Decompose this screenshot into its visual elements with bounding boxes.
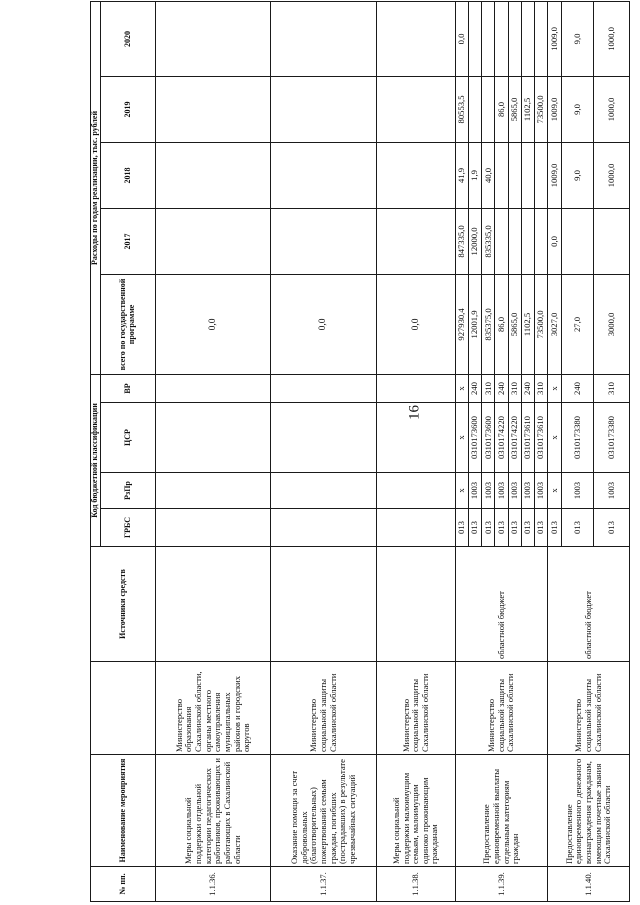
grbs-cell: 013 [482, 509, 495, 547]
table-row [548, 1, 561, 901]
y2020-cell: 0,0 [455, 1, 468, 76]
vr-cell: х [548, 374, 561, 402]
rzpr-cell: 1003 [495, 473, 508, 509]
y2017-cell [561, 208, 594, 274]
grbs-cell: 013 [521, 509, 534, 547]
header-total: всего по государственной программе [101, 274, 156, 374]
block-row-1-1-37 [271, 1, 377, 901]
y2017-cell: 847335,0 [455, 208, 468, 274]
grbs-cell: 013 [535, 509, 548, 547]
item-name: Предоставление единовременной выплаты отдельным категориям граждан [455, 755, 548, 867]
y2020-cell [535, 1, 548, 76]
total-cell: 1102,5 [521, 274, 534, 374]
total-cell: 27,0 [561, 274, 594, 374]
rzpr-cell: 1003 [482, 473, 495, 509]
y2018-cell: 9,0 [561, 142, 594, 208]
item-number: 1.1.39. [455, 867, 548, 902]
header-num: № пп. [91, 867, 156, 902]
header-expenses: Расходы по годам реализации, тыс. рублей [91, 1, 101, 374]
page-number: 16 [406, 405, 423, 420]
y2017-cell: 12000,0 [468, 208, 481, 274]
item-number: 1.1.40. [548, 867, 630, 902]
item-number: 1.1.37. [271, 867, 377, 902]
rzpr-cell: 1003 [508, 473, 521, 509]
csr-cell: х [455, 403, 468, 473]
csr-cell: 0310174220 [495, 403, 508, 473]
total-cell: 835375,0 [482, 274, 495, 374]
header-grbs: ГРБС [101, 509, 156, 547]
y2019-cell: 86,0 [495, 76, 508, 142]
y2019-cell: 5865,0 [508, 76, 521, 142]
header-2017: 2017 [101, 208, 156, 274]
rzpr-cell: 1003 [468, 473, 481, 509]
csr-cell: 0310173600 [482, 403, 495, 473]
header-2018: 2018 [101, 142, 156, 208]
item-executor: Министерство социальной защиты Сахалинской области [271, 662, 377, 755]
item-total: 0,0 [271, 274, 377, 374]
item-name: Меры социальной поддержки отдельной категории педагогических работников, проживающих и работающих в Сахалинской области [156, 755, 271, 867]
y2018-cell: 1009,0 [548, 142, 561, 208]
y2020-cell [508, 1, 521, 76]
item-number: 1.1.38. [377, 867, 455, 902]
grbs-cell: 013 [594, 509, 630, 547]
y2020-cell [495, 1, 508, 76]
item-name: Меры социальной поддержки малоимущим семьям, малоимущим одиноко проживающим гражданам [377, 755, 455, 867]
header-2019: 2019 [101, 76, 156, 142]
vr-cell: 240 [521, 374, 534, 402]
grbs-cell: 013 [468, 509, 481, 547]
y2017-cell: 835335,0 [482, 208, 495, 274]
csr-cell: 0310173610 [535, 403, 548, 473]
header-vr: ВР [101, 374, 156, 402]
item-executor: Министерство социальной защиты Сахалинской области [377, 662, 455, 755]
total-cell: 5865,0 [508, 274, 521, 374]
y2017-cell [521, 208, 534, 274]
vr-cell: 240 [495, 374, 508, 402]
header-csr: ЦСР [101, 403, 156, 473]
item-executor: Министерство образования Сахалинской области, органы местного самоуправления муниципальных районов и городских округов [156, 662, 271, 755]
item-total: 0,0 [156, 274, 271, 374]
expenses-table [90, 1, 630, 902]
item-total: 0,0 [377, 274, 455, 374]
vr-cell: 310 [594, 374, 630, 402]
y2018-cell: 1000,0 [594, 142, 630, 208]
rzpr-cell: х [548, 473, 561, 509]
y2020-cell: 1000,0 [594, 1, 630, 76]
total-cell: 3027,0 [548, 274, 561, 374]
y2019-cell: 73500,0 [535, 76, 548, 142]
y2018-cell [535, 142, 548, 208]
rzpr-cell: 1003 [594, 473, 630, 509]
y2020-cell [521, 1, 534, 76]
y2019-cell: 80553,5 [455, 76, 468, 142]
header-rzpr: РзПр [101, 473, 156, 509]
csr-cell: х [548, 403, 561, 473]
y2017-cell [495, 208, 508, 274]
item-executor: Министерство социальной защиты Сахалинской области [548, 662, 630, 755]
y2018-cell [508, 142, 521, 208]
csr-cell: 0310173380 [594, 403, 630, 473]
y2019-cell: 1009,0 [548, 76, 561, 142]
vr-cell: 240 [468, 374, 481, 402]
total-cell: 12001,9 [468, 274, 481, 374]
item-source: областной бюджет [548, 547, 630, 662]
grbs-cell: 013 [561, 509, 594, 547]
total-cell: 86,0 [495, 274, 508, 374]
header-executor [91, 662, 156, 755]
y2017-cell [594, 208, 630, 274]
y2019-cell: 9,0 [561, 76, 594, 142]
vr-cell: х [455, 374, 468, 402]
header-name: Наименование мероприятия [91, 755, 156, 867]
total-cell: 927930,4 [455, 274, 468, 374]
rzpr-cell: х [455, 473, 468, 509]
item-name: Оказание помощи за счет добровольных (благотворительных) пожертвований семьям граждан, погибших (пострадавших) в результате чрезвычайных ситуаций [271, 755, 377, 867]
total-cell: 3000,0 [594, 274, 630, 374]
header-source: Источники средств [91, 547, 156, 662]
csr-cell: 0310173600 [468, 403, 481, 473]
y2017-cell [508, 208, 521, 274]
grbs-cell: 013 [455, 509, 468, 547]
vr-cell: 240 [561, 374, 594, 402]
item-number: 1.1.36. [156, 867, 271, 902]
rotated-table-wrapper [90, 2, 630, 902]
y2019-cell: 1000,0 [594, 76, 630, 142]
header-row-1 [91, 1, 101, 901]
rzpr-cell: 1003 [561, 473, 594, 509]
y2018-cell [521, 142, 534, 208]
y2018-cell: 41,9 [455, 142, 468, 208]
vr-cell: 310 [482, 374, 495, 402]
y2017-cell: 0,0 [548, 208, 561, 274]
header-2020: 2020 [101, 1, 156, 76]
y2018-cell: 40,0 [482, 142, 495, 208]
block-row-1-1-36 [156, 1, 271, 901]
y2017-cell [535, 208, 548, 274]
vr-cell: 310 [508, 374, 521, 402]
block-row-1-1-38 [377, 1, 455, 901]
table-row [455, 1, 468, 901]
grbs-cell: 013 [508, 509, 521, 547]
grbs-cell: 013 [495, 509, 508, 547]
item-executor: Министерство социальной защиты Сахалинской области [455, 662, 548, 755]
item-source: областной бюджет [455, 547, 548, 662]
csr-cell: 0310173380 [561, 403, 594, 473]
vr-cell: 310 [535, 374, 548, 402]
csr-cell: 0310174220 [508, 403, 521, 473]
y2020-cell [482, 1, 495, 76]
y2018-cell: 1,9 [468, 142, 481, 208]
csr-cell: 0310173610 [521, 403, 534, 473]
y2019-cell [468, 76, 481, 142]
y2020-cell [468, 1, 481, 76]
item-name: Предоставление единовременного денежного вознаграждения гражданам, имеющим почетные звания Сахалинской области [548, 755, 630, 867]
total-cell: 73500,0 [535, 274, 548, 374]
rzpr-cell: 1003 [535, 473, 548, 509]
y2019-cell [482, 76, 495, 142]
header-budget-code: Код бюджетной классификации [91, 374, 101, 546]
y2019-cell: 1102,5 [521, 76, 534, 142]
y2020-cell: 1009,0 [548, 1, 561, 76]
rzpr-cell: 1003 [521, 473, 534, 509]
y2020-cell: 9,0 [561, 1, 594, 76]
grbs-cell: 013 [548, 509, 561, 547]
y2018-cell [495, 142, 508, 208]
